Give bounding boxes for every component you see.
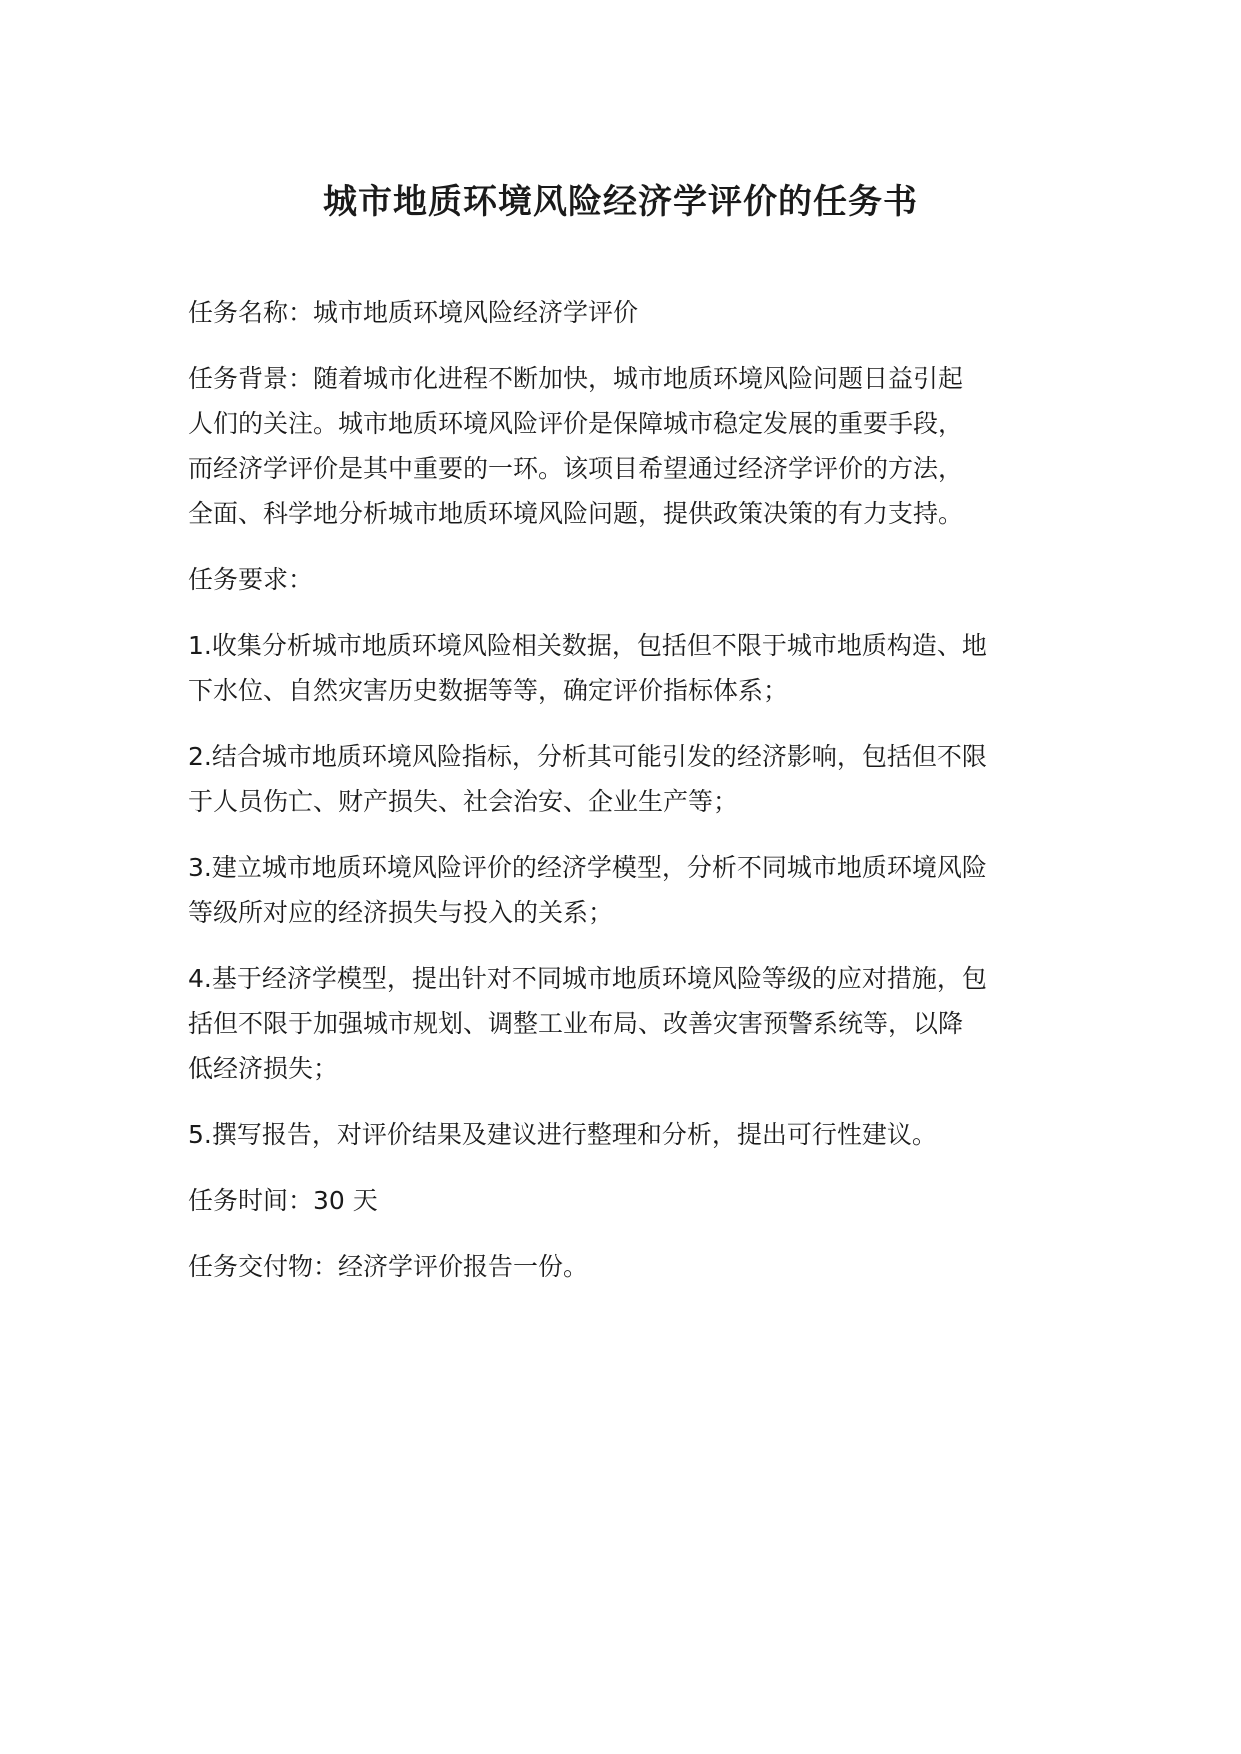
task-requirements-heading: [188, 557, 1058, 602]
paragraph-line: 低经济损失；: [188, 1054, 339, 1083]
paragraph-line: 人们的关注。城市地质环境风险评价是保障城市稳定发展的重要手段，: [188, 409, 964, 438]
document-body: [188, 290, 1058, 1310]
paragraph-line: 任务背景：随着城市化进程不断加快，城市地质环境风险问题日益引起: [188, 364, 964, 393]
task-background-paragraph: [188, 356, 1058, 536]
paragraph-line: 于人员伤亡、财产损失、社会治安、企业生产等；: [188, 787, 739, 816]
paragraph-line: 2.结合城市地质环境风险指标，分析其可能引发的经济影响，包括但不限: [188, 742, 987, 771]
paragraph-line: 4.基于经济学模型，提出针对不同城市地质环境风险等级的应对措施，包: [188, 964, 987, 993]
task-name-paragraph: [188, 290, 1058, 335]
paragraph-line: 任务时间：30 天: [188, 1186, 378, 1215]
requirement-item-3: [188, 845, 1058, 935]
paragraph-line: 括但不限于加强城市规划、调整工业布局、改善灾害预警系统等，以降: [188, 1009, 964, 1038]
paragraph-line: 1.收集分析城市地质环境风险相关数据，包括但不限于城市地质构造、地: [188, 631, 987, 660]
paragraph-line: 3.建立城市地质环境风险评价的经济学模型，分析不同城市地质环境风险: [188, 853, 987, 882]
requirement-item-4: [188, 956, 1058, 1091]
paragraph-line: 下水位、自然灾害历史数据等等，确定评价指标体系；: [188, 676, 789, 705]
paragraph-line: 全面、科学地分析城市地质环境风险问题，提供政策决策的有力支持。: [188, 499, 964, 528]
requirement-item-2: [188, 734, 1058, 824]
paragraph-line: 等级所对应的经济损失与投入的关系；: [188, 898, 614, 927]
task-deliverable-paragraph: [188, 1244, 1058, 1289]
paragraph-line: 任务要求：: [188, 565, 314, 594]
paragraph-line: 而经济学评价是其中重要的一环。该项目希望通过经济学评价的方法，: [188, 454, 964, 483]
task-duration-paragraph: [188, 1178, 1058, 1223]
requirement-item-5: [188, 1112, 1058, 1157]
paragraph-line: 5.撰写报告，对评价结果及建议进行整理和分析，提出可行性建议。: [188, 1120, 937, 1149]
paragraph-line: 任务名称：城市地质环境风险经济学评价: [188, 298, 639, 327]
document-title: 城市地质环境风险经济学评价的任务书: [323, 182, 918, 222]
requirement-item-1: [188, 623, 1058, 713]
paragraph-line: 任务交付物：经济学评价报告一份。: [188, 1252, 589, 1281]
